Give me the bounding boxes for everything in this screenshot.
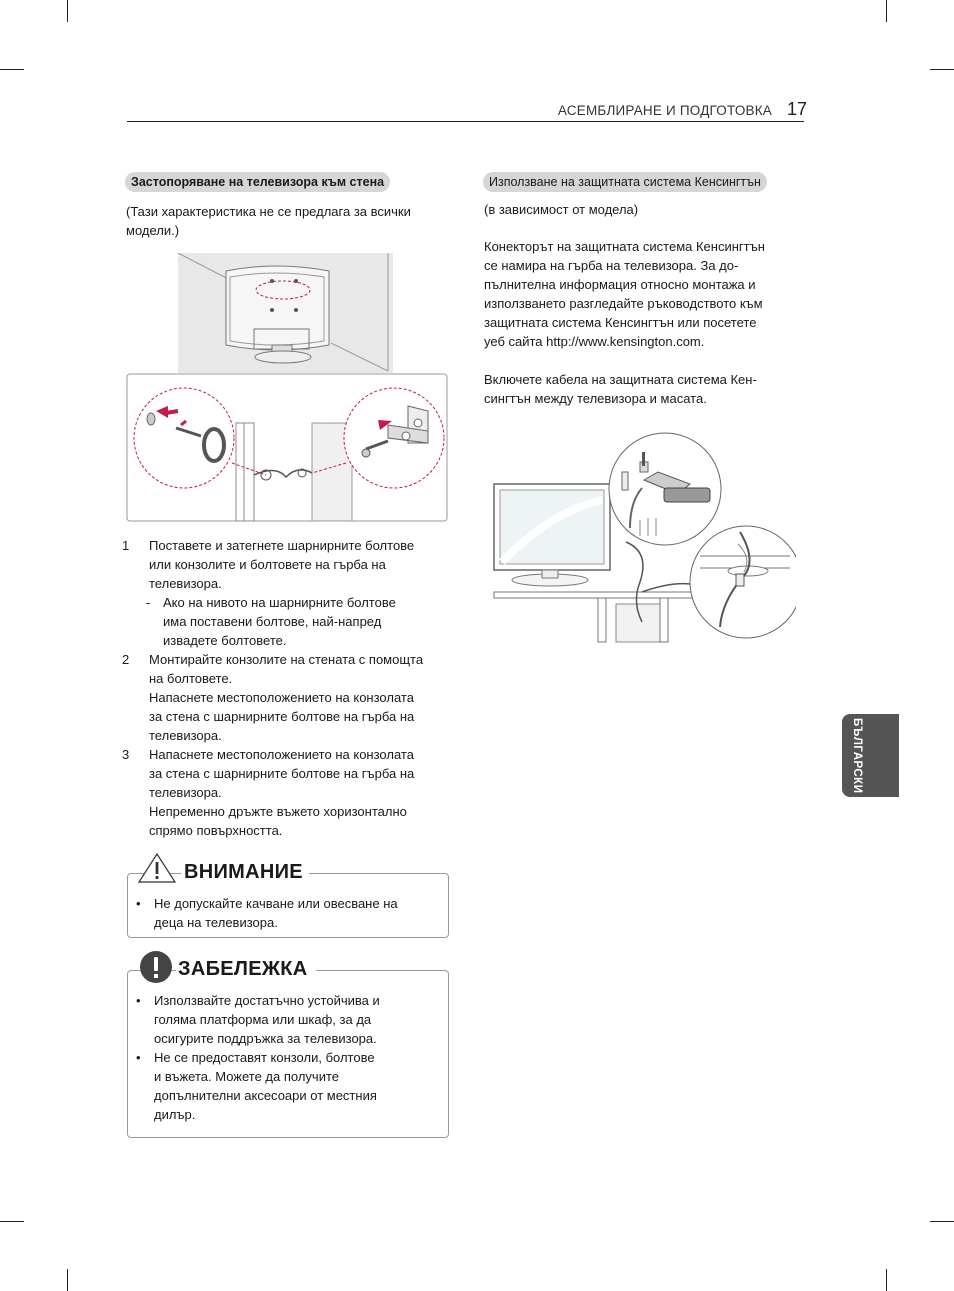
kensington-model-note xyxy=(484,200,814,219)
text-line: голяма платформа или шкаф, за да xyxy=(154,1012,372,1027)
text-line: телевизора. xyxy=(149,576,222,591)
bullet-dot: • xyxy=(136,1050,141,1065)
section-title: АСЕМБЛИРАНЕ И ПОДГОТОВКА xyxy=(557,103,772,118)
language-tab xyxy=(842,714,899,797)
caution-list xyxy=(127,894,445,932)
crop-mark xyxy=(0,1221,24,1222)
exclamation-circle-icon xyxy=(139,950,173,984)
note-title: ЗАБЕЛЕЖКА xyxy=(176,958,316,981)
step-item xyxy=(122,745,452,840)
text-line: (в зависимост от модела) xyxy=(484,202,639,217)
step-number: 1 xyxy=(122,538,130,553)
text-line: Напаснете местоположението на конзолата xyxy=(149,690,414,705)
bullet-item xyxy=(127,991,445,1048)
text-line: пълнителна информация относно монтажа и xyxy=(484,277,756,292)
caution-title: ВНИМАНИЕ xyxy=(181,861,309,884)
text-line: се намира на гърба на телевизора. За до- xyxy=(484,258,739,273)
bullet-item xyxy=(127,1048,445,1124)
text-line: телевизора. xyxy=(149,728,222,743)
crop-mark xyxy=(886,1269,887,1291)
text-line: деца на телевизора. xyxy=(154,915,278,930)
text-line: Конекторът на защитната система Кенсингтън xyxy=(484,239,765,254)
text-line: използването разгледайте ръководството към xyxy=(484,296,763,311)
crop-mark xyxy=(67,1269,68,1291)
text-line: осигурите поддръжка за телевизора. xyxy=(154,1031,377,1046)
step-dash: - xyxy=(146,595,151,610)
text-line: извадете болтовете. xyxy=(163,633,287,648)
text-line: телевизора. xyxy=(149,785,222,800)
wall-mount-illustration xyxy=(126,253,448,523)
text-line: или конзолите и болтовете на гърба на xyxy=(149,557,386,572)
text-line: Не допускайте качване или овесване на xyxy=(154,896,398,911)
text-line: (Тази характеристика не се предлага за всички xyxy=(126,204,411,219)
bullet-item xyxy=(127,894,445,932)
crop-mark xyxy=(930,1221,954,1222)
crop-mark xyxy=(930,69,954,70)
wall-mount-heading: Застопоряване на телевизора към стена xyxy=(125,172,390,192)
step-item xyxy=(122,536,452,593)
step-item xyxy=(122,650,452,745)
text-line: спрямо повърхността. xyxy=(149,823,283,838)
text-line: допълнителни аксесоари от местния xyxy=(154,1088,377,1103)
text-line: уеб сайта http://www.kensington.com. xyxy=(484,334,705,349)
steps-list xyxy=(122,536,452,840)
text-line: сингтън между телевизора и масата. xyxy=(484,391,707,406)
text-line: има поставени болтове, най-напред xyxy=(163,614,382,629)
kensington-illustration xyxy=(490,432,796,644)
header-rule xyxy=(127,121,804,122)
text-line: Монтирайте конзолите на стената с помощта xyxy=(149,652,424,667)
bullet-dot: • xyxy=(136,896,141,911)
warning-triangle-icon xyxy=(137,852,177,884)
text-line: Поставете и затегнете шарнирните болтове xyxy=(149,538,415,553)
text-line: дилър. xyxy=(154,1107,196,1122)
text-line: Включете кабела на защитната система Кен- xyxy=(484,372,757,387)
text-line: Не се предоставят конзоли, болтове xyxy=(154,1050,375,1065)
step-number: 3 xyxy=(122,747,130,762)
text-line: и въжета. Можете да получите xyxy=(154,1069,340,1084)
step-number: 2 xyxy=(122,652,130,667)
crop-mark xyxy=(67,0,68,22)
text-line: Използвайте достатъчно устойчива и xyxy=(154,993,380,1008)
kensington-instruction xyxy=(484,370,814,408)
text-line: на болтовете. xyxy=(149,671,233,686)
sub-step xyxy=(122,593,452,650)
text-line: защитната система Кенсингтън или посетете xyxy=(484,315,757,330)
text-line: Напаснете местоположението на конзолата xyxy=(149,747,414,762)
page-number: 17 xyxy=(787,99,808,119)
text-line: Ако на нивото на шарнирните болтове xyxy=(163,595,396,610)
bullet-dot: • xyxy=(136,993,141,1008)
kensington-heading: Използване на защитната система Кенсингтън xyxy=(483,172,767,192)
crop-mark xyxy=(0,69,24,70)
note-list xyxy=(127,991,445,1124)
text-line: за стена с шарнирните болтове на гърба на xyxy=(149,709,415,724)
text-line: модели.) xyxy=(126,223,180,238)
text-line: за стена с шарнирните болтове на гърба на xyxy=(149,766,415,781)
language-tab-label: БЪЛГАРСКИ xyxy=(851,718,863,794)
crop-mark xyxy=(886,0,887,22)
kensington-description xyxy=(484,237,814,351)
wall-mount-intro xyxy=(126,202,456,240)
text-line: Непременно дръжте въжето хоризонтално xyxy=(149,804,407,819)
